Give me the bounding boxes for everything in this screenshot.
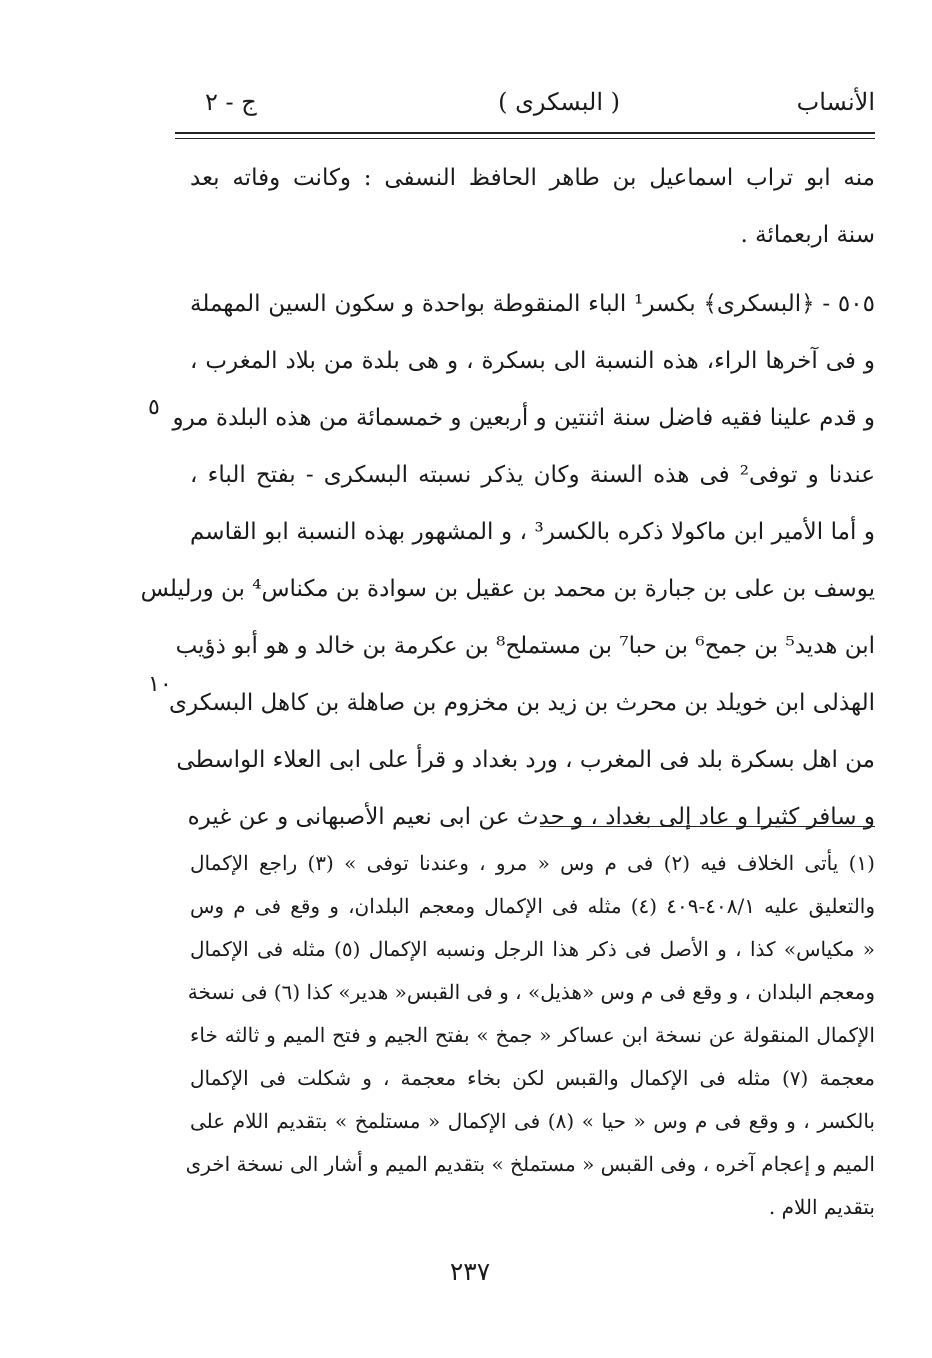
text-line: سنة اربعمائة . [740, 222, 875, 248]
text-line: ٥٠٥ - ﴿البسكرى﴾ بكسر¹ الباء المنقوطة بواحدة و سكون السين المهملة [190, 291, 875, 317]
text-line: الهذلى ابن خويلد بن محرث بن زيد بن مخزوم بن صاهلة بن كاهل البسكرى [169, 690, 875, 716]
text-line: ابن هديد⁵ بن جمح⁶ بن حبا⁷ بن مستملح⁸ بن عكرمة بن خالد و هو أبو ذؤيب [175, 633, 875, 659]
header-rule-thin [175, 138, 875, 139]
text-line: و أما الأمير ابن ماكولا ذكره بالكسر³ ، و المشهور بهذه النسبة ابو القاسم [190, 519, 875, 545]
footnote-line: (١) يأتى الخلاف فيه (٢) فى م وس « مرو ، وعندنا توفى » (٣) راجع الإكمال [190, 851, 875, 875]
header-book-title: الأنساب [796, 88, 875, 116]
text-line: عندنا و توفى² فى هذه السنة وكان يذكر نسبته البسكرى - بفتح الباء ، [190, 462, 875, 488]
running-header [175, 82, 875, 126]
footnote-line: بتقديم اللام . [768, 1195, 875, 1219]
text-line: من اهل بسكرة بلد فى المغرب ، ورد بغداد و قرأ على ابى العلاء الواسطى [176, 747, 875, 773]
footnote-line: الميم و إعجام آخره ، وفى القبس « مستملخ » بتقديم الميم و أشار الى نسخة اخرى [185, 1152, 875, 1176]
footnote-rule [540, 826, 875, 827]
footnote-line: والتعليق عليه ٤٠٨/١-٤٠٩ (٤) مثله فى الإكمال ومعجم البلدان، و وقع فى م وس [190, 894, 875, 918]
footnote-line: ومعجم البلدان ، و وقع فى م وس «هذيل» ، و فى القبس« هدير» كذا (٦) فى نسخة [187, 980, 875, 1004]
text-line: منه ابو تراب اسماعيل بن طاهر الحافظ النسفى : وكانت وفاته بعد [190, 165, 875, 191]
text-line: و سافر كثيرا و عاد إلى بغداد ، و حدث عن ابى نعيم الأصبهانى و عن غيره [187, 804, 875, 830]
header-volume: ج - ٢ [205, 88, 257, 116]
page-number: ٢٣٧ [449, 1257, 491, 1286]
footnote-line: الإكمال المنقولة عن نسخة ابن عساكر « جمخ » بفتح الجيم و فتح الميم و ثالثه خاء [190, 1023, 875, 1047]
header-entry-title: ( البسكرى ) [498, 88, 620, 116]
footnote-line: بالكسر ، و وقع فى م وس « حيا » (٨) فى الإكمال « مستلمخ » بتقديم اللام على [190, 1109, 875, 1133]
text-line: يوسف بن على بن جبارة بن محمد بن عقيل بن سوادة بن مكناس⁴ بن ورليلس [140, 576, 875, 602]
line-number-5: ٥ [148, 395, 160, 420]
footnote-line: معجمة (٧) مثله فى الإكمال والقبس لكن بخاء معجمة ، و شكلت فى الإكمال [190, 1066, 875, 1090]
footnote-line: « مكياس» كذا ، و الأصل فى ذكر هذا الرجل ونسبه الإكمال (٥) مثله فى الإكمال [190, 937, 875, 961]
line-number-10: ١٠ [148, 672, 172, 697]
text-line: و فى آخرها الراء، هذه النسبة الى بسكرة ، و هى بلدة من بلاد المغرب ، [190, 348, 875, 374]
text-line: و قدم علينا فقيه فاضل سنة اثنتين و أربعين و خمسمائة من هذه البلدة مرو [172, 405, 875, 431]
footnotes [185, 842, 875, 1229]
header-rule-thick [175, 132, 875, 134]
